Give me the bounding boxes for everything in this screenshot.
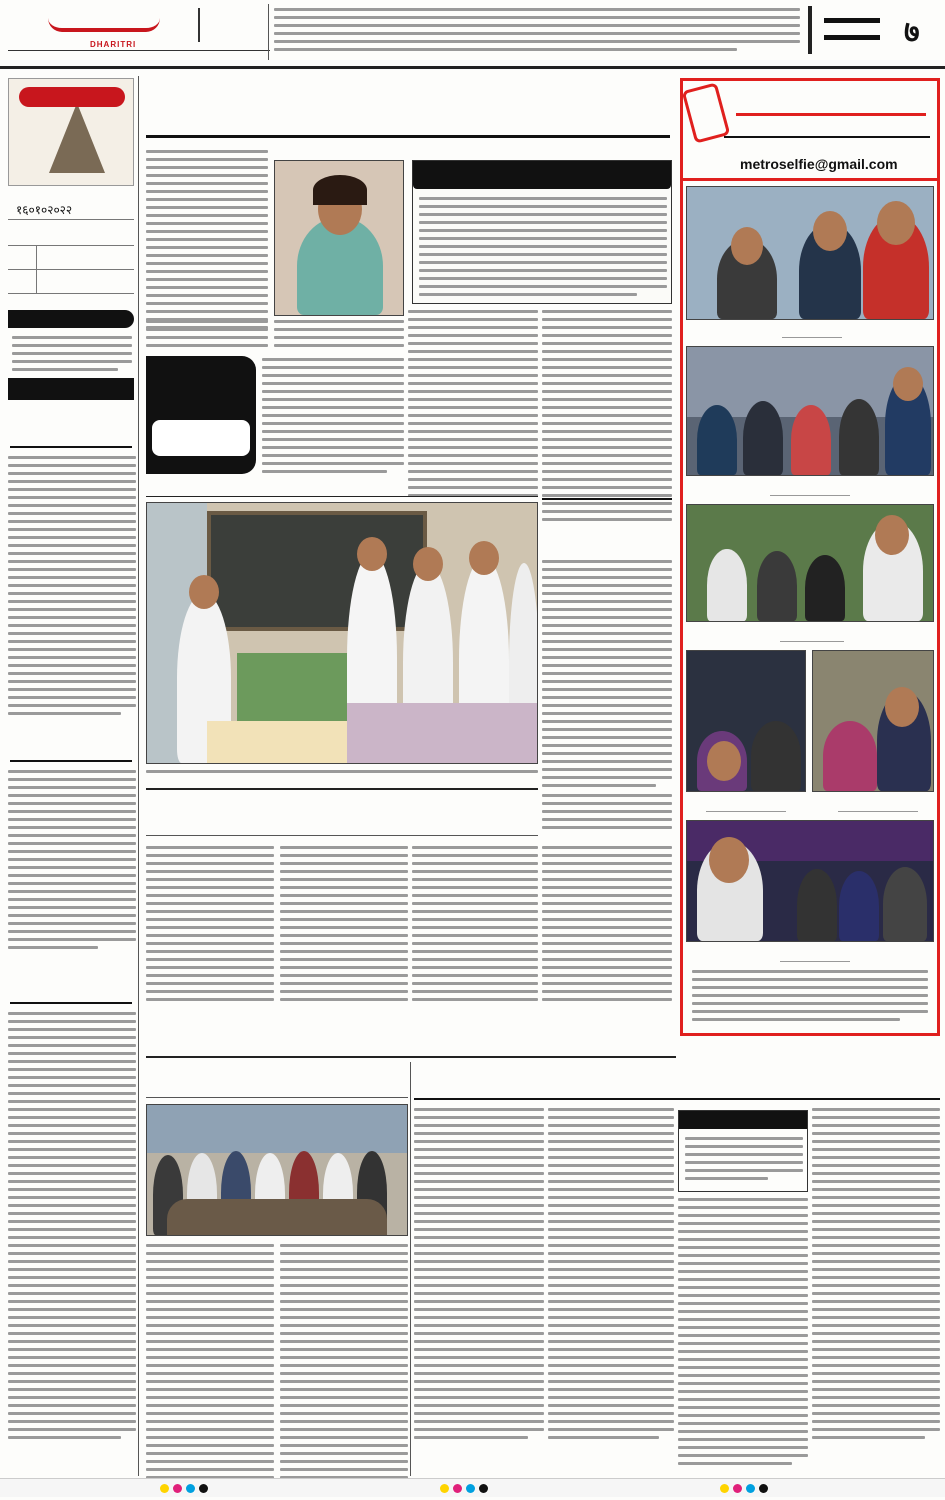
selfie-photo-5 (686, 820, 934, 942)
selfie-photo-4a (686, 650, 806, 792)
selfie-banner (684, 82, 936, 144)
selfie-caption-4a (706, 798, 786, 812)
brief-3-headline (10, 960, 132, 1004)
brief-2-headline (10, 720, 132, 762)
selfie-photo-4b (812, 650, 934, 792)
masthead-logo-sub: DHARITRI (90, 40, 137, 49)
training-headline (146, 1066, 408, 1098)
lead-photo-woman (274, 160, 404, 316)
temple-income-table (8, 222, 134, 302)
selfie-caption-1 (782, 324, 842, 338)
page-section-box (808, 6, 938, 54)
selfie-photo-1 (686, 186, 934, 320)
brief-1-headline (10, 408, 132, 448)
natak-headline (542, 498, 672, 550)
pullquote-box (146, 356, 256, 474)
exhibition-photo (146, 502, 538, 764)
selfie-photo-2 (686, 346, 934, 476)
selfie-caption-2 (770, 482, 850, 496)
lead-headline (146, 82, 670, 138)
bhagabati-headline (146, 796, 538, 836)
selfie-caption-4b (838, 798, 918, 812)
training-photo (146, 1104, 408, 1236)
food-day-box (678, 1110, 808, 1192)
selfie-photo-3 (686, 504, 934, 622)
temple-box (8, 78, 134, 186)
aaji-kana-header (8, 310, 134, 328)
selfie-caption-5 (780, 948, 850, 962)
masthead-flash-text (274, 8, 800, 56)
sankhepare-header (8, 378, 134, 400)
selfie-email: metroselfie@gmail.com (740, 156, 898, 172)
print-registration-strip (0, 1478, 945, 1497)
masthead-logo (48, 6, 168, 40)
wheat-headline (414, 1052, 940, 1100)
masthead-dateline-rule (8, 50, 270, 51)
sidebar-story-box (412, 160, 672, 304)
selfie-caption-3 (780, 628, 844, 642)
masthead (0, 0, 945, 64)
page-number: ७ (904, 15, 920, 50)
temple-date: १६०१०२०२२ (8, 198, 134, 220)
temple-icon (49, 103, 105, 173)
masthead-flash-box (198, 8, 266, 42)
